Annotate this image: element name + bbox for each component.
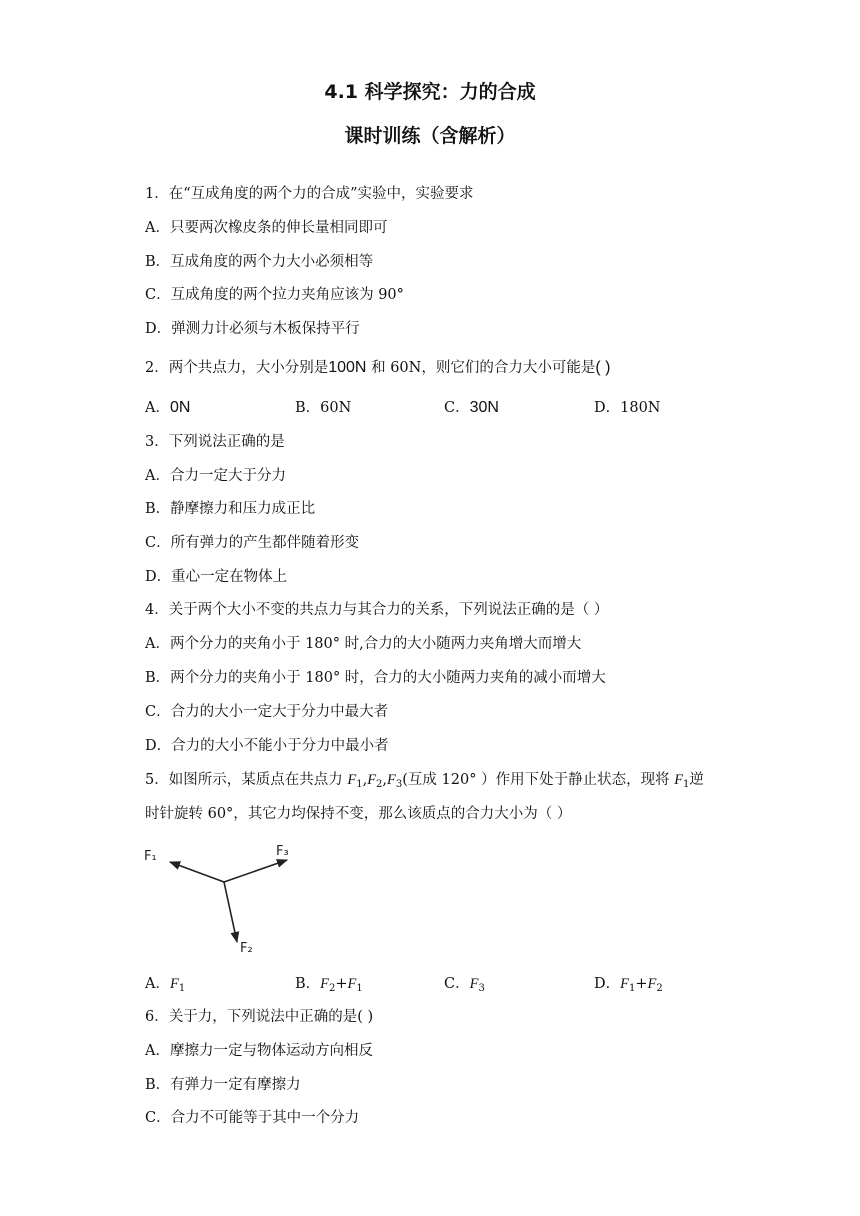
q2-option-d: D．180N: [594, 400, 661, 416]
q5-option-c-sub: 3: [478, 983, 485, 994]
q5-option-d-label: D．: [594, 976, 621, 992]
q2-option-b: B．60N: [295, 400, 352, 416]
q2-option-a-label: A．: [145, 400, 170, 416]
q5-option-b-label: B．: [295, 976, 321, 992]
q6-option-b: B．有弹力一定有摩擦力: [145, 1077, 301, 1093]
q2-stem: [145, 358, 610, 378]
q3-option-b: B．静摩擦力和压力成正比: [145, 501, 316, 517]
q2-option-c: [444, 398, 499, 418]
q1-stem: 1．在“互成角度的两个力的合成”实验中，实验要求: [145, 186, 474, 202]
q5-option-d: [594, 974, 663, 999]
q5-option-a: [145, 974, 185, 999]
force-f1-arrow: [170, 862, 224, 882]
q4-option-d: D．合力的大小不能小于分力中最小者: [145, 738, 389, 754]
fig-label-f3: F₃: [276, 844, 289, 859]
q5-option-b-f2: F: [320, 976, 330, 992]
q2-option-a-value: 0N: [169, 399, 191, 416]
q5-stem-mid: (互成 120° ）作用下处于静止状态，现将: [402, 772, 675, 788]
page-subtitle: 课时训练（含解析）: [344, 125, 516, 147]
page-title: 4.1 科学探究：力的合成: [324, 81, 536, 103]
q5-option-c-f: F: [469, 976, 479, 992]
q5-option-a-f: F: [169, 976, 179, 992]
q1-option-c: C．互成角度的两个拉力夹角应该为 90°: [145, 287, 404, 303]
q1-option-a: A．只要两次橡皮条的伸长量相同即可: [145, 220, 388, 236]
q5-option-b: [295, 974, 363, 999]
q1-option-b: B．互成角度的两个力大小必须相等: [145, 254, 374, 270]
q6-option-c: C．合力不可能等于其中一个分力: [145, 1110, 360, 1126]
q6-option-a: A．摩擦力一定与物体运动方向相反: [145, 1043, 373, 1059]
q2-stem-mid: 和 60N，则它们的合力大小可能是: [366, 360, 596, 376]
q5-stem-line1: 5．如图所示，某质点在共点力 $F_1,F_2,F_3$(互成 120° ）作用下处于静止状态，现将 $F_1$逆: [145, 772, 704, 790]
q5-option-b-plus: +: [335, 976, 348, 992]
q5-option-d-f1: F: [620, 976, 629, 992]
q5-option-b-sub1: 1: [356, 983, 363, 994]
q5-force-f1: F: [347, 772, 357, 788]
q2-answer-paren: ( ): [595, 359, 611, 376]
q5-force-f2: F: [367, 772, 377, 788]
q4-option-c: C．合力的大小一定大于分力中最大者: [145, 704, 389, 720]
q5-rotate-f1-sub: 1: [683, 779, 690, 790]
q4-stem: 4．关于两个大小不变的共点力与其合力的关系，下列说法正确的是（ ）: [145, 602, 609, 618]
q5-option-d-f2: F: [647, 976, 657, 992]
q3-option-a: A．合力一定大于分力: [145, 468, 286, 484]
q5-stem-pre: 5．如图所示，某质点在共点力: [145, 772, 348, 788]
q2-value-100n: 100N: [328, 359, 367, 376]
q5-option-c: [444, 974, 485, 999]
q5-option-d-sub2: 2: [656, 983, 663, 994]
q5-option-b-f1: F: [347, 976, 357, 992]
q4-option-a: A．两个分力的夹角小于 180° 时,合力的大小随两力夹角增大而增大: [145, 636, 582, 652]
q5-option-a-label: A．: [145, 976, 170, 992]
q5-force-f2-sub: 2: [376, 779, 383, 790]
q2-option-c-value: 30N: [469, 399, 499, 416]
fig-label-f1: F₁: [144, 849, 157, 864]
q1-option-d: D．弹测力计必须与木板保持平行: [145, 321, 360, 337]
q5-option-a-sub: 1: [178, 983, 186, 994]
force-f2-arrow: [224, 882, 237, 942]
q5-rotate-f1: F: [674, 772, 684, 788]
q5-option-d-plus: +: [635, 976, 648, 992]
q5-option-c-label: C．: [444, 976, 470, 992]
force-f3-arrow: [224, 860, 287, 882]
q5-force-f3-sub: 3: [395, 779, 403, 790]
q2-option-c-label: C．: [444, 400, 470, 416]
q2-option-a: [145, 398, 190, 418]
q5-stem-line2: 时针旋转 60°，其它力均保持不变，那么该质点的合力大小为（ ）: [145, 806, 572, 822]
fig-label-f2: F₂: [240, 941, 253, 956]
q5-force-f3: F: [387, 772, 396, 788]
q3-stem: 3．下列说法正确的是: [145, 434, 285, 450]
q2-stem-pre: 2．两个共点力，大小分别是: [145, 360, 329, 376]
q6-stem: 6．关于力，下列说法中正确的是( ): [145, 1009, 374, 1025]
q5-option-d-sub1: 1: [629, 983, 636, 994]
q3-option-d: D．重心一定在物体上: [145, 569, 288, 585]
force-diagram: [140, 838, 320, 958]
q5-force-f1-sub: 1: [356, 779, 363, 790]
q5-option-b-sub2: 2: [329, 983, 336, 994]
q5-stem-end: 逆: [689, 772, 704, 788]
q4-option-b: B．两个分力的夹角小于 180° 时，合力的大小随两力夹角的减小而增大: [145, 670, 606, 686]
q3-option-c: C．所有弹力的产生都伴随着形变: [145, 535, 360, 551]
